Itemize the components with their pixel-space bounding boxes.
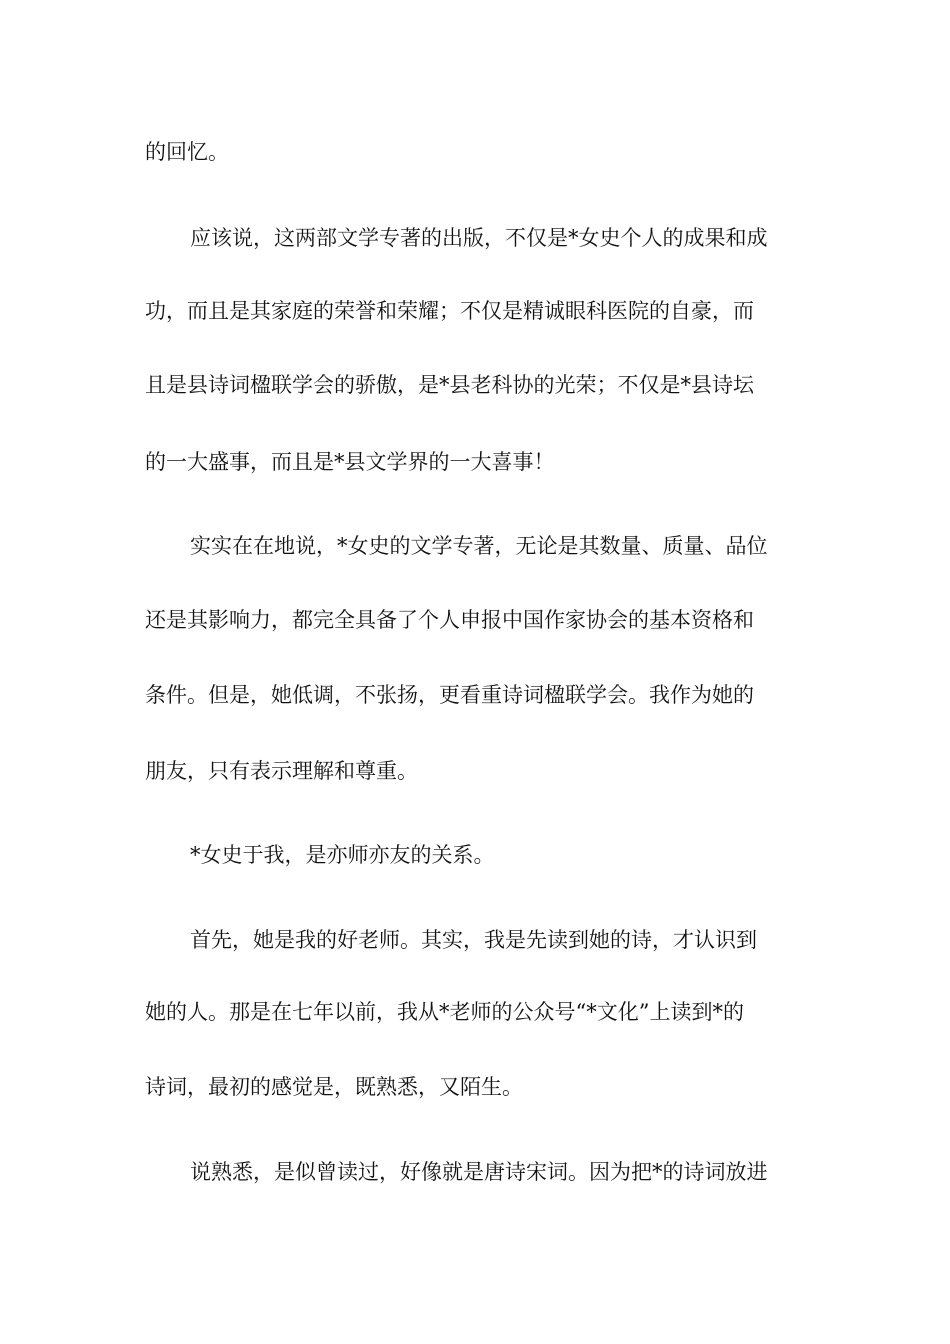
paragraph-first-line: 说熟悉，是似曾读过，好像就是唐诗宋词。因为把*的诗词放进 [190, 1160, 768, 1184]
text-line: 的回忆。 [145, 140, 229, 164]
paragraph-first-line: 实实在在地说，*女史的文学专著，无论是其数量、质量、品位 [190, 534, 768, 558]
text-line: 条件。但是，她低调，不张扬，更看重诗词楹联学会。我作为她的 [145, 683, 754, 707]
text-line: 她的人。那是在七年以前，我从*老师的公众号“*文化”上读到*的 [145, 1000, 744, 1024]
paragraph-first-line: 应该说，这两部文学专著的出版，不仅是*女史个人的成果和成 [190, 226, 768, 250]
text-line: 还是其影响力，都完全具备了个人申报中国作家协会的基本资格和 [145, 608, 754, 632]
text-line: 朋友，只有表示理解和尊重。 [145, 759, 418, 783]
text-line: 的一大盛事，而且是*县文学界的一大喜事！ [145, 450, 555, 474]
text-line: 且是县诗词楹联学会的骄傲，是*县老科协的光荣；不仅是*县诗坛 [145, 373, 754, 397]
paragraph-first-line: *女史于我，是亦师亦友的关系。 [190, 843, 495, 867]
paragraph-first-line: 首先，她是我的好老师。其实，我是先读到她的诗，才认识到 [190, 928, 757, 952]
text-line: 功，而且是其家庭的荣誉和荣耀；不仅是精诚眼科医院的自豪，而 [145, 299, 754, 323]
text-line: 诗词，最初的感觉是，既熟悉，又陌生。 [145, 1075, 523, 1099]
